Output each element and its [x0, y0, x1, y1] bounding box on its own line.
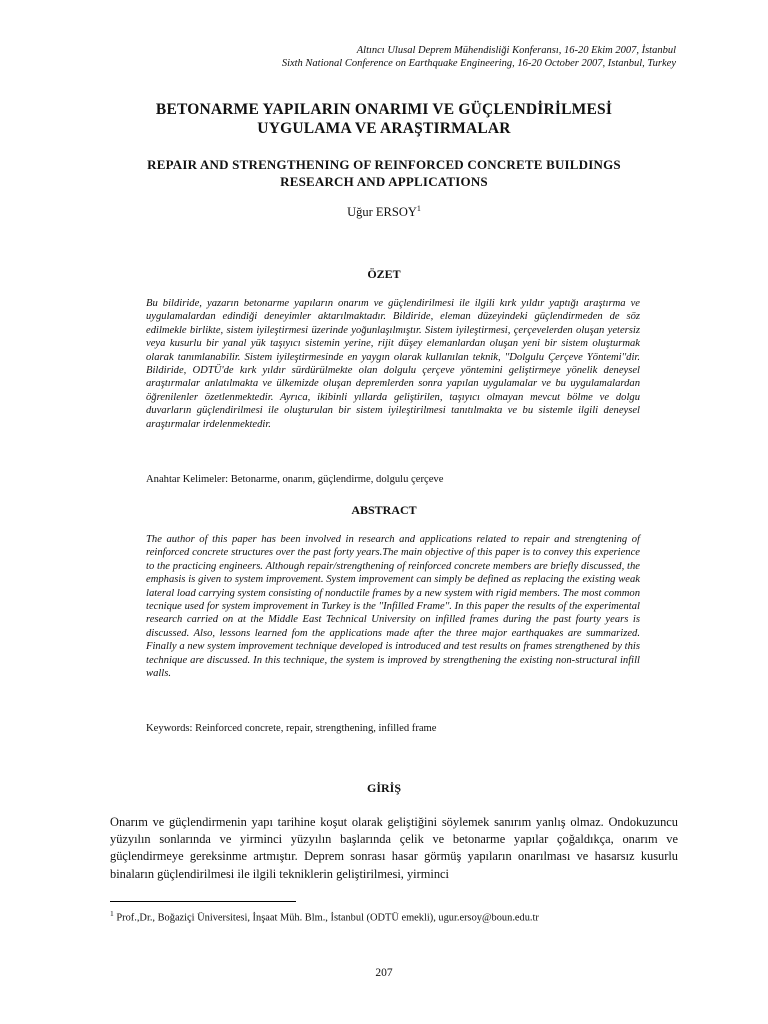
title-english: [80, 156, 688, 190]
title-turkish-line-2: UYGULAMA VE ARAŞTIRMALAR: [257, 120, 511, 137]
footnote: [110, 909, 539, 923]
giris-text: Onarım ve güçlendirmenin yapı tarihine koşut olarak geliştiğini söylemek sanırım yanlış olmaz. Ondokuzuncu yüzyılın sonlarında ve yirminci yüzyılın başlarında çelik ve betonarme yapılar çoğaldıkça, onarım ve güçlendirmeye gereksinme artmıştır. Deprem sonrası hasar görmüş yapıların onarılması ve hasarsız kusurlu binaların güçlendirilmesi ile ilgili tekniklerin geliştirilmesi, yirminci: [110, 815, 678, 881]
abstract-heading: ABSTRACT: [351, 503, 417, 517]
title-turkish: [80, 100, 688, 138]
abstract-text: The author of this paper has been involved in research and applications related to repair and strengtening of reinforced concrete structures over the past forty years.The main objective of this paper is to convey this experience to the practicing engineers. Although repair/strengthening of reinforced concrete members are briefly discussed, the emphasis is given to system improvement. System improvement can simply be defined as replacing the existing weak lateral load carrying system consisting of nonductile frames by a new system with rigid members. The most common tecnique used for system improvement in Turkey is the ''Infilled Frame''. In this paper the results of the experimental research carried on at the Middle East Technical University on infilled frames during the past fourty years is discussed. Also, lessons learned fom the applications made after the three major earthquakes are summarized. Finally a new system improvement technique developed is introduced and test results on frames strengthened by this technique are discussed. In this technique, the system is improved by strengthening the existing non-structural infill walls.: [146, 534, 640, 680]
author-affiliation-mark: 1: [416, 204, 421, 213]
author-name: Uğur ERSOY: [347, 205, 417, 220]
abstract-keywords: Keywords: Reinforced concrete, repair, strengthening, infilled frame: [146, 723, 437, 734]
conference-header: [282, 44, 676, 70]
giris-heading: GİRİŞ: [366, 781, 401, 795]
page-number: 207: [375, 967, 393, 979]
conference-line-en: Sixth National Conference on Earthquake Engineering, 16-20 October 2007, Istanbul, Turkey: [281, 58, 676, 69]
footnote-divider: [110, 901, 296, 902]
title-english-line-2: RESEARCH AND APPLICATIONS: [280, 174, 488, 189]
conference-line-tr: Altıncı Ulusal Deprem Mühendisliği Konferansı, 16-20 Ekim 2007, İstanbul: [356, 45, 676, 56]
author-line: [80, 204, 688, 220]
footnote-mark: 1: [110, 909, 114, 918]
footnote-text: Prof.,Dr., Boğaziçi Üniversitesi, İnşaat Müh. Blm., İstanbul (ODTÜ emekli), ugur.ersoy@boun.edu.tr: [113, 912, 539, 924]
ozet-keywords: Anahtar Kelimeler: Betonarme, onarım, güçlendirme, dolgulu çerçeve: [146, 474, 444, 485]
title-turkish-line-1: BETONARME YAPILARIN ONARIMI VE GÜÇLENDİRİLMESİ: [155, 101, 613, 118]
title-english-line-1: REPAIR AND STRENGTHENING OF REINFORCED CONCRETE BUILDINGS: [147, 157, 621, 172]
ozet-heading: ÖZET: [367, 267, 401, 281]
ozet-text: Bu bildiride, yazarın betonarme yapıların onarım ve güçlendirilmesi ile ilgili kırk yıldır yaptığı araştırma ve uygulamalardan edindiği deneyimler aktarılmaktadır. Bildiride, eleman düzeyindeki güçlendirmeden de söz edilmekle birlikte, sistem iyileştirmesi üzerinde yoğunlaşılmıştır. Sistem iyileştirmesi, çerçevelerden oluşan yetersiz veya kusurlu bir yanal yük taşıyıcı sistemin yerine, rijit düşey elemanlardan oluşan yeni bir sistem oluşturmak olarak tanımlanabilir. Sistem iyileştirmesinde en yaygın olarak kullanılan teknik, ''Dolgulu Çerçeve Yöntemi''dir. Bildiride, ODTÜ'de kırk yıldır sürdürülmekte olan dolgulu çerçeve yöntemini geliştirmeye yönelik deneysel araştırmalar anlatılmakta ve ülkemizde oluşan depremlerden sonra yapılan uygulamalar ve bu uygulamalardan öğrenilenler özetlenmektedir. Ayrıca, ikibinli yıllarda geliştirilen, taşıyıcı olmayan mevcut bölme ve dolgu duvarların güçlendirilmesi ile oluşturulan bir sistem iyileştirilmesi tanıtılmakta ve bu sistemle ilgili deneysel araştırmalar irdelenmektedir.: [146, 298, 640, 430]
